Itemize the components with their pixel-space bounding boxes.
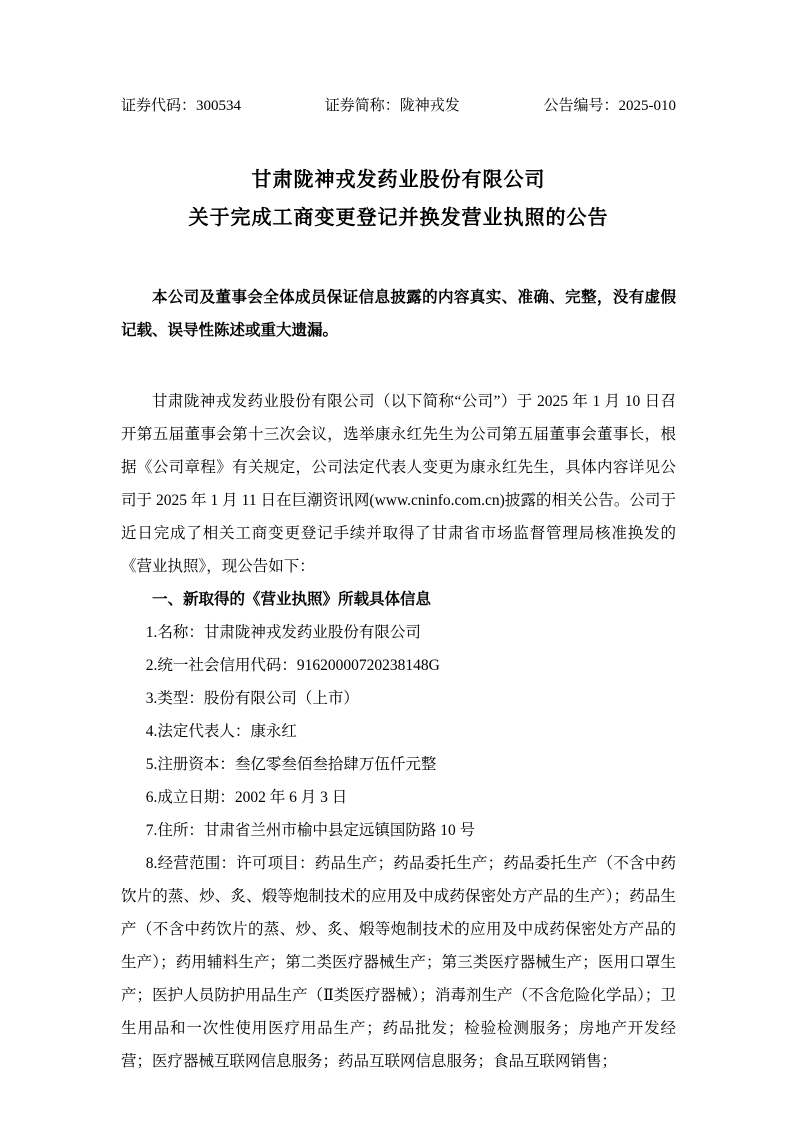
license-item-credit-code: 2.统一社会信用代码：91620000720238148G: [145, 657, 440, 674]
license-item-registered-capital: 5.注册资本：叁亿零叁佰叁拾肆万伍仟元整: [145, 756, 437, 773]
title-block: [121, 161, 676, 237]
license-item-legal-representative: 4.法定代表人：康永红: [145, 723, 297, 740]
intro-paragraph: 甘肃陇神戎发药业股份有限公司（以下简称“公司”）于 2025 年 1 月 10 日召开第五届董事会第十三次会议，选举康永红先生为公司第五届董事会董事长，根据《公司章程》有关规定，公司法定代表人变更为康永红先生，具体内容详见公司于 2025 年 1 月 11 日在巨潮资讯网(www.cninfo.com.cn)披露的相关公告。公司于近日完成了相关工商变更登记手续并取得了甘肃省市场监督管理局核准换发的《营业执照》，现公告如下：: [121, 393, 676, 575]
license-item-name: 1.名称：甘肃陇神戎发药业股份有限公司: [145, 624, 421, 641]
announcement-number-text: 公告编号：2025-010: [543, 98, 676, 114]
stock-code-text: 证券代码：300534: [121, 98, 242, 114]
stock-abbr-text: 证券简称：陇神戎发: [324, 98, 460, 114]
announcement-title: 关于完成工商变更登记并换发营业执照的公告: [188, 207, 609, 229]
license-item-establish-date: 6.成立日期：2002 年 6 月 3 日: [145, 789, 348, 806]
company-name-title: 甘肃陇神戎发药业股份有限公司: [251, 169, 546, 191]
license-item-type: 3.类型：股份有限公司（上市）: [145, 690, 359, 707]
announcement-header: [121, 96, 676, 117]
section-1-heading: 一、新取得的《营业执照》所载具体信息: [152, 591, 432, 608]
license-item-business-scope: 8.经营范围：许可项目：药品生产；药品委托生产；药品委托生产（不含中药饮片的蒸、炒、炙、煅等炮制技术的应用及中成药保密处方产品的生产）；药品生产（不含中药饮片的蒸、炒、炙、煅等炮制技术的应用及中成药保密处方产品的生产）；药用辅料生产；第二类医疗器械生产；第三类医疗器械生产；医用口罩生产；医护人员防护用品生产（Ⅱ类医疗器械）；消毒剂生产（不含危险化学品）；卫生用品和一次性使用医疗用品生产；药品批发；检验检测服务；房地产开发经营；医疗器械互联网信息服务；药品互联网信息服务；食品互联网销售；: [121, 855, 676, 1070]
license-item-address: 7.住所：甘肃省兰州市榆中县定远镇国防路 10 号: [145, 822, 476, 839]
disclosure-declaration: 本公司及董事会全体成员保证信息披露的内容真实、准确、完整，没有虚假记载、误导性陈述或重大遗漏。: [121, 289, 676, 339]
